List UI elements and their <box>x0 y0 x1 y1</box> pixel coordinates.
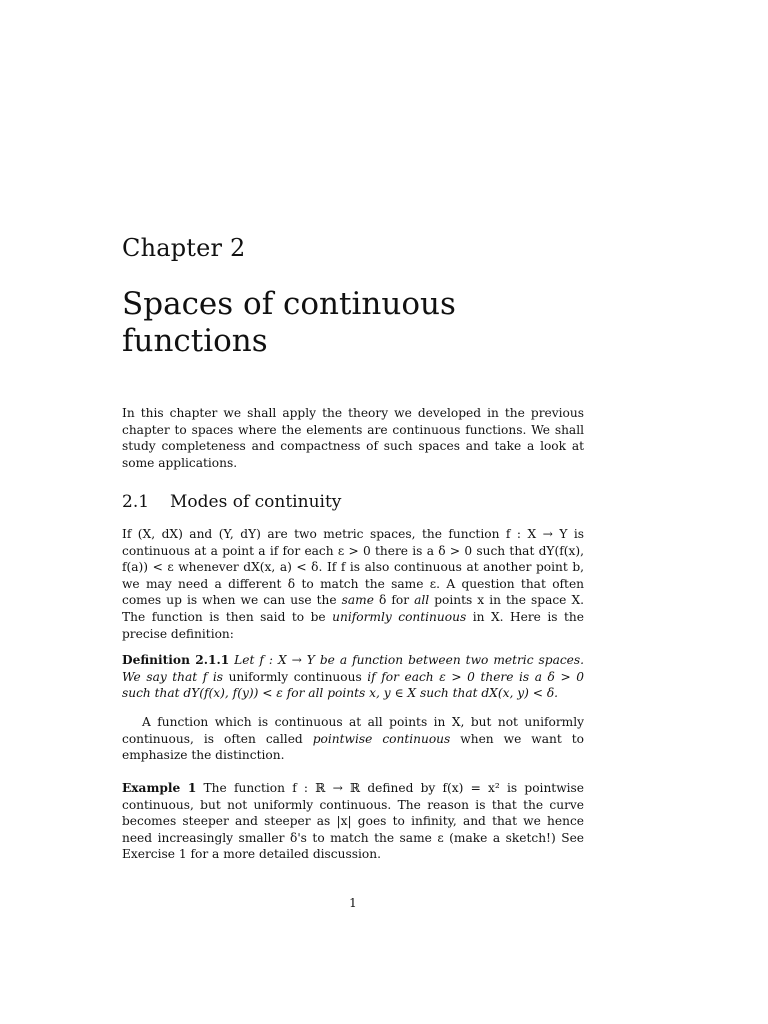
section-heading <box>122 492 341 512</box>
section-title: Modes of continuity <box>170 492 342 512</box>
continuity-text-d: in X. Here is the precise definition: <box>122 609 584 641</box>
continuity-text-c: points x in the space X. The function is then said to be <box>122 593 584 624</box>
definition-text-a: Let f : X → Y be a function between two metric spaces. We say that f is <box>122 653 585 684</box>
definition-block <box>122 652 584 702</box>
pointwise-text-b: when we want to emphasize the distinction. <box>122 731 584 763</box>
example-label: Example 1 <box>122 781 197 795</box>
chapter-title-line-2: functions <box>122 323 268 359</box>
definition-text-b: if for each ε > 0 there is a δ > 0 such that dY(f(x), f(y)) < ε for all points x, y ∈ X such that dX(x, y) < δ. <box>122 669 585 701</box>
continuity-text-b: δ for <box>373 593 415 608</box>
continuity-text-a: If (X, dX) and (Y, dY) are two metric spaces, the function f : X → Y is continuous at a point a if for each ε > 0 there is a δ > 0 such that dY(f(x), f(a)) < ε whenever dX(x, a) < δ. If f is also continuous at another point b, we may need a different δ to match the same ε. A question that often comes up is when we can use the <box>122 527 584 608</box>
chapter-title <box>122 286 584 360</box>
definition-label: Definition 2.1.1 <box>122 653 230 667</box>
continuity-paragraph <box>122 526 584 642</box>
emphasis-uniformly-continuous: uniformly continuous <box>332 609 467 624</box>
example-block <box>122 780 584 863</box>
emphasis-all: all <box>414 593 430 608</box>
page-number: 1 <box>349 896 357 910</box>
definition-term: uniformly continuous <box>228 669 362 684</box>
chapter-label: Chapter 2 <box>122 234 246 262</box>
section-number: 2.1 <box>122 492 150 512</box>
intro-paragraph: In this chapter we shall apply the theory we developed in the previous chapter to spaces where the elements are continuous functions. We shall study completeness and compactness of such spaces and take a look at some applications. <box>122 406 584 470</box>
emphasis-pointwise-continuous: pointwise continuous <box>312 731 451 746</box>
example-text: The function f : ℝ → ℝ defined by f(x) = x² is pointwise continuous, but not uniformly continuous. The reason is that the curve becomes steeper and steeper as |x| goes to infinity, and that we hence need increasingly smaller δ's to match the same ε (make a sketch!) See Exercise 1 for a more detailed discussion. <box>122 781 584 862</box>
emphasis-same: same <box>341 593 374 608</box>
pointwise-paragraph <box>122 714 584 764</box>
chapter-title-line-1: Spaces of continuous <box>122 286 456 322</box>
pointwise-text-a: A function which is continuous at all points in X, but not uniformly continuous, is often called <box>122 715 584 746</box>
document-page <box>122 0 584 1024</box>
